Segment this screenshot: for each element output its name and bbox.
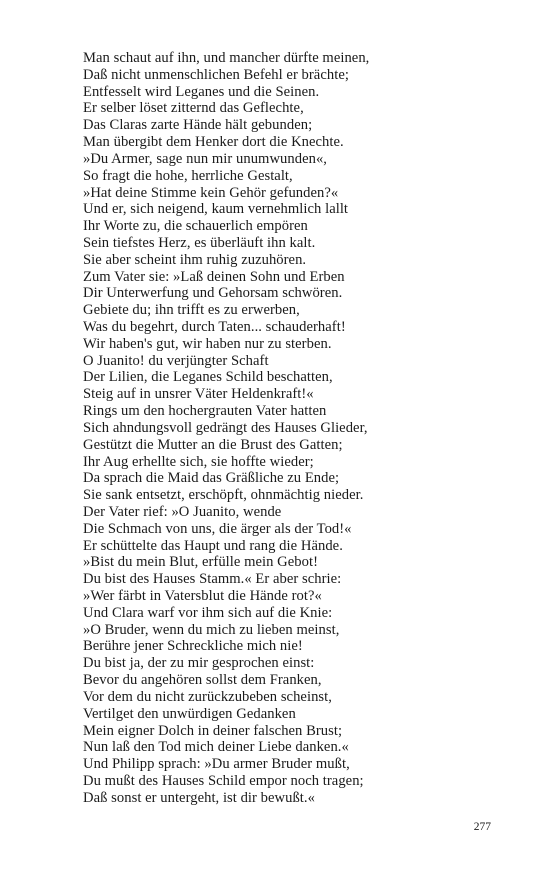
poem-line: Der Lilien, die Leganes Schild beschatten, — [83, 369, 333, 386]
poem-line: Nun laß den Tod mich deiner Liebe danken.« — [83, 739, 349, 756]
poem-text-block — [83, 50, 369, 807]
poem-line: Man übergibt dem Henker dort die Knechte. — [83, 134, 344, 151]
poem-line: »O Bruder, wenn du mich zu lieben meinst, — [83, 621, 340, 638]
poem-line: Er selber löset zitternd das Geflechte, — [83, 100, 304, 117]
poem-line: Zum Vater sie: »Laß deinen Sohn und Erben — [83, 268, 345, 285]
poem-line: Daß nicht unmenschlichen Befehl er brächte; — [83, 66, 349, 83]
poem-line: »Hat deine Stimme kein Gehör gefunden?« — [83, 184, 339, 201]
poem-line: Ihr Worte zu, die schauerlich empören — [83, 218, 308, 235]
poem-line: »Bist du mein Blut, erfülle mein Gebot! — [83, 554, 319, 571]
poem-line: Der Vater rief: »O Juanito, wende — [83, 503, 282, 520]
poem-line: Gebiete du; ihn trifft es zu erwerben, — [83, 302, 300, 319]
poem-line: Was du begehrt, durch Taten... schauderhaft! — [83, 319, 346, 335]
poem-line: Mein eigner Dolch in deiner falschen Brust; — [83, 722, 343, 739]
poem-line: Dir Unterwerfung und Gehorsam schwören. — [83, 285, 343, 302]
poem-line: Sie sank entsetzt, erschöpft, ohnmächtig nieder. — [83, 487, 364, 504]
poem-line: Rings um den hochergrauten Vater hatten — [83, 403, 327, 420]
poem-line: Er schüttelte das Haupt und rang die Hände. — [83, 537, 343, 554]
poem-line: Da sprach die Maid das Gräßliche zu Ende; — [83, 470, 340, 487]
poem-line: Das Claras zarte Hände hält gebunden; — [83, 117, 313, 134]
poem-line: Sein tiefstes Herz, es überläuft ihn kalt. — [83, 234, 316, 251]
poem-line: Man schaut auf ihn, und mancher dürfte meinen, — [83, 50, 370, 66]
poem-line: Entfesselt wird Leganes und die Seinen. — [83, 83, 320, 100]
poem-line: Bevor du angehören sollst dem Franken, — [83, 672, 322, 689]
poem-line: Gestützt die Mutter an die Brust des Gatten; — [83, 436, 343, 453]
page-number: 277 — [473, 821, 491, 833]
poem-line: O Juanito! du verjüngter Schaft — [83, 352, 269, 369]
poem-line: »Wer färbt in Vatersblut die Hände rot?« — [83, 588, 322, 604]
poem-line: Vor dem du nicht zurückzubeben scheinst, — [83, 688, 332, 705]
poem-line: Du bist des Hauses Stamm.« Er aber schrie: — [83, 571, 342, 588]
poem-line: Du bist ja, der zu mir gesprochen einst: — [83, 655, 315, 672]
poem-line: Sie aber scheint ihm ruhig zuzuhören. — [83, 251, 307, 268]
poem-line: Du mußt des Hauses Schild empor noch tragen; — [83, 772, 364, 789]
poem-line: Sich ahndungsvoll gedrängt des Hauses Glieder, — [83, 419, 368, 436]
poem-line: Und er, sich neigend, kaum vernehmlich lallt — [83, 201, 349, 218]
poem-line: Daß sonst er untergeht, ist dir bewußt.« — [83, 789, 315, 806]
poem-line: Ihr Aug erhellte sich, sie hoffte wieder; — [83, 453, 314, 470]
poem-line: Und Philipp sprach: »Du armer Bruder mußt, — [83, 756, 350, 773]
poem-line: So fragt die hohe, herrliche Gestalt, — [83, 167, 293, 184]
poem-line: »Du Armer, sage nun mir unumwunden«, — [83, 150, 327, 167]
poem-line: Die Schmach von uns, die ärger als der Tod!« — [83, 520, 352, 537]
poem-line: Und Clara warf vor ihm sich auf die Knie: — [83, 604, 333, 621]
poem-line: Wir haben's gut, wir haben nur zu sterben. — [83, 335, 332, 352]
poem-line: Steig auf in unsrer Väter Heldenkraft!« — [83, 386, 314, 403]
poem-line: Vertilget den unwürdigen Gedanken — [83, 705, 296, 722]
poem-line: Berühre jener Schreckliche mich nie! — [83, 638, 303, 655]
